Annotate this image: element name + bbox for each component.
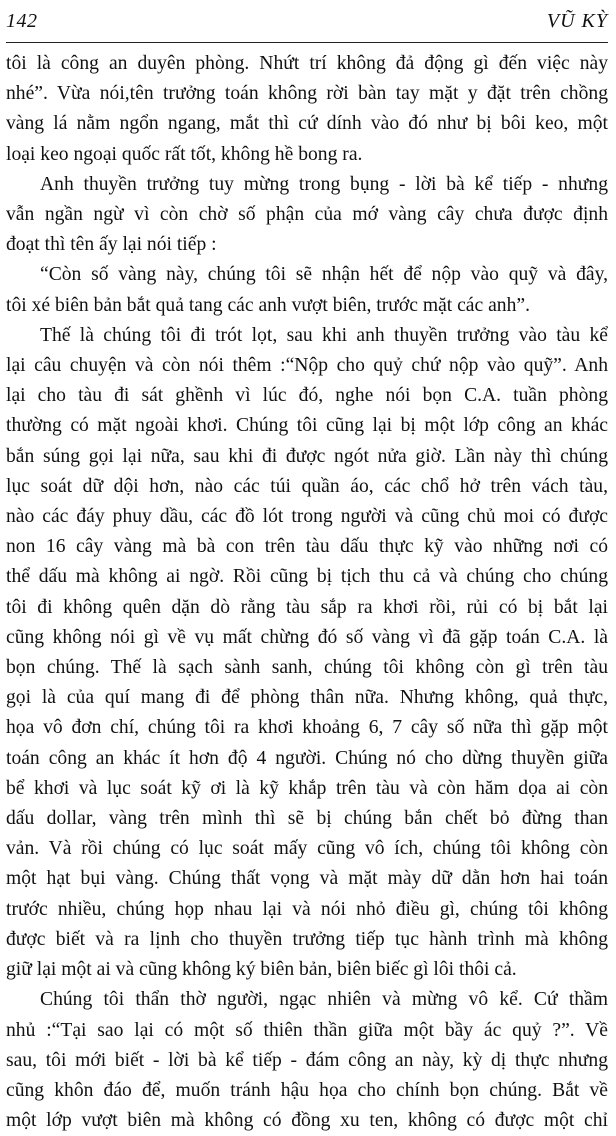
text-line: Anh thuyền trưởng tuy mừng trong bụng - lời bà kể tiếp - nhưng xyxy=(40,173,608,195)
text-line: Thế là chúng tôi đi trót lọt, sau khi anh thuyền trưởng vào tàu kể xyxy=(40,324,608,346)
text-line: tôi đi không quên dặn dò rằng tàu sắp ra khơi rồi, rủi có bị bắt lại xyxy=(6,596,608,618)
text-line: bể khơi và lục soát kỹ ơi là kỹ khắp trên tàu và còn hăm dọa ai còn xyxy=(6,777,608,799)
text-line: loại keo ngoại quốc rất tốt, không hề bong ra. xyxy=(6,143,363,165)
text-line: Chúng tôi thẩn thờ người, ngạc nhiên và mừng vô kể. Cứ thầm xyxy=(40,989,608,1011)
text-line: lại câu chuyện và còn nói thêm :“Nộp cho quỷ chứ nộp vào quỹ”. Anh xyxy=(6,355,608,377)
text-line: được biết và ra lịnh cho thuyền trưởng tiếp tục hành trình mà không xyxy=(6,928,608,950)
text-line: lục soát dữ dội hơn, nào các túi quần áo, các chổ hở trên vách tàu, xyxy=(6,475,608,497)
body-text xyxy=(6,49,608,1136)
paragraph xyxy=(6,49,608,170)
text-line: một lớp vượt biên mà không có đồng xu ten, không có được một chỉ xyxy=(6,1110,608,1132)
text-line: thể dấu mà không ai ngờ. Rồi cũng bị tịch thu cả và chúng cho chúng xyxy=(6,566,608,588)
text-line: giữ lại một ai và cũng không ký biên bản, biên biếc gì lôi thôi cả. xyxy=(6,959,517,981)
text-line: một hạt bụi vàng. Chúng thất vọng và mặt mày dữ dằn hơn hai toán xyxy=(6,868,608,890)
text-line: vản. Và rồi chúng có lục soát mấy cũng vô ích, chúng tôi không còn xyxy=(6,838,608,860)
text-line: bọn chúng. Thế là sạch sành sanh, chúng tôi không còn gì trên tàu xyxy=(6,657,608,679)
paragraph xyxy=(6,985,608,1136)
text-line: tôi là công an duyên phòng. Nhứt trí không đả động gì đến việc này xyxy=(6,53,608,74)
text-line: nhủ :“Tại sao lại có một số thiên thần giữa một bầy ác quỷ ?”. Về xyxy=(6,1019,608,1041)
paragraph xyxy=(6,260,608,320)
text-line: thường có mặt ngoài khơi. Chúng tôi cũng lại bị một lớp công an khác xyxy=(6,415,608,437)
text-line: tôi xé biên bản bắt quả tang các anh vượt biên, trước mặt các anh”. xyxy=(6,294,530,316)
text-line: nhé”. Vừa nói,tên trưởng toán không rời bàn tay mặt y đặt trên chồng xyxy=(6,83,608,105)
text-line: cũng khôn đáo để, muốn tránh hậu họa cho chính bọn chúng. Bắt về xyxy=(6,1079,608,1101)
text-line: dấu dollar, vàng trên mình thì sẽ bị chúng bắn chết bỏ đừng than xyxy=(6,808,608,830)
text-line: sau, tôi mới biết - lời bà kể tiếp - đám công an này, kỳ dị thực nhưng xyxy=(6,1049,608,1071)
page-number: 142 xyxy=(6,10,38,32)
paragraph xyxy=(6,170,608,261)
text-line: bắn súng gọi lại nữa, sau khi đi được ngót nửa giờ. Lần này thì chúng xyxy=(6,445,608,467)
text-line: lại cho tàu đi sát ghềnh vì lúc đó, nghe nói bọn C.A. tuần phòng xyxy=(6,385,608,407)
page-header xyxy=(6,6,608,43)
paragraph xyxy=(6,321,608,985)
text-line: vàng lá nằm ngổn ngang, mắt thì cứ dính vào đó như bị bôi keo, một xyxy=(6,113,608,135)
text-line: non 16 cây vàng mà bà con trên tàu dấu thực kỹ vào những nơi có xyxy=(6,536,608,558)
text-line: gọi là của quí mang đi để phòng thân nữa. Nhưng không, quả thực, xyxy=(6,687,608,709)
text-line: đoạt thì tên ấy lại nói tiếp : xyxy=(6,234,217,256)
text-line: toán công an khác ít hơn độ 4 người. Chúng nó cho dừng thuyền giữa xyxy=(6,747,608,769)
text-line: “Còn số vàng này, chúng tôi sẽ nhận hết để nộp vào quỹ và đây, xyxy=(40,264,608,286)
text-line: họa vô đơn chí, chúng tôi ra khơi khoảng 6, 7 cây số nữa thì gặp một xyxy=(6,717,608,739)
text-line: trước nhiều, chúng họp nhau lại và nói nhỏ điều gì, chúng tôi không xyxy=(6,898,608,920)
text-line: vẫn ngần ngừ vì còn chờ số phận của mớ vàng cây chưa được định xyxy=(6,204,608,226)
text-line: nào các đáy phuy dầu, các đồ lót trong người và cũng chủ moi có được xyxy=(6,506,608,528)
running-head: VŨ KỲ xyxy=(546,10,608,32)
text-line: cũng không nói gì về vụ mất chừng đó số vàng vì đã gặp toán C.A. là xyxy=(6,626,608,648)
